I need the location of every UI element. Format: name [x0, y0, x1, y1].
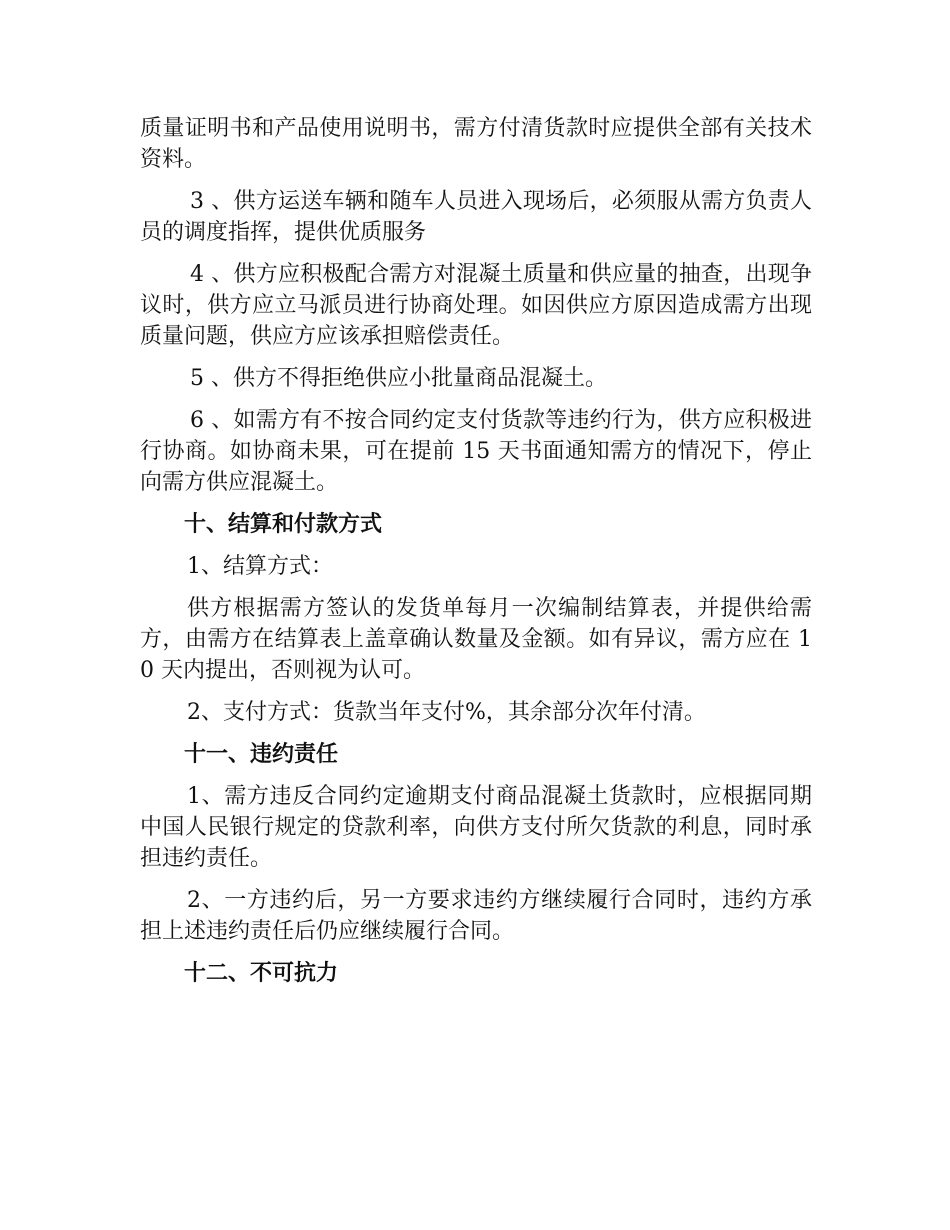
paragraph-clause-5: 5 、供方不得拒绝供应小批量商品混凝土。 [190, 366, 607, 391]
section-heading-breach: 十一、违约责任 [184, 742, 339, 767]
section-heading-settlement: 十、结算和付款方式 [184, 512, 383, 537]
paragraph-clause-3: 3 、供方运送车辆和随车人员进入现场后，必须服从需方负责人员的调度指挥，提供优质服务 [140, 189, 812, 245]
paragraph-payment-method: 2、支付方式：货款当年支付%，其余部分次年付清。 [187, 700, 706, 725]
paragraph-breach-1: 1、需方违反合同约定逾期支付商品混凝土货款时，应根据同期中国人民银行规定的贷款利率，向供方支付所欠货款的利息，同时承担违约责任。 [140, 784, 812, 871]
document-body [140, 113, 812, 1000]
paragraph-clause-4: 4 、供方应积极配合需方对混凝土质量和供应量的抽查，出现争议时，供方应立马派员进行协商处理。如因供应方原因造成需方出现质量问题，供应方应该承担赔偿责任。 [140, 262, 812, 349]
paragraph-settlement-method: 供方根据需方签认的发货单每月一次编制结算表，并提供给需方，由需方在结算表上盖章确认数量及金额。如有异议，需方应在 10 天内提出，否则视为认可。 [140, 596, 812, 683]
section-heading-force-majeure: 十二、不可抗力 [184, 961, 339, 986]
paragraph-settlement-method-label: 1、结算方式： [187, 554, 333, 579]
paragraph-quality-docs: 质量证明书和产品使用说明书，需方付清货款时应提供全部有关技术资料。 [140, 116, 812, 172]
paragraph-clause-6: 6 、如需方有不按合同约定支付货款等违约行为，供方应积极进行协商。如协商未果，可在提前 15 天书面通知需方的情况下，停止向需方供应混凝土。 [140, 408, 812, 495]
paragraph-breach-2: 2、一方违约后，另一方要求违约方继续履行合同时，违约方承担上述违约责任后仍应继续履行合同。 [140, 888, 812, 944]
